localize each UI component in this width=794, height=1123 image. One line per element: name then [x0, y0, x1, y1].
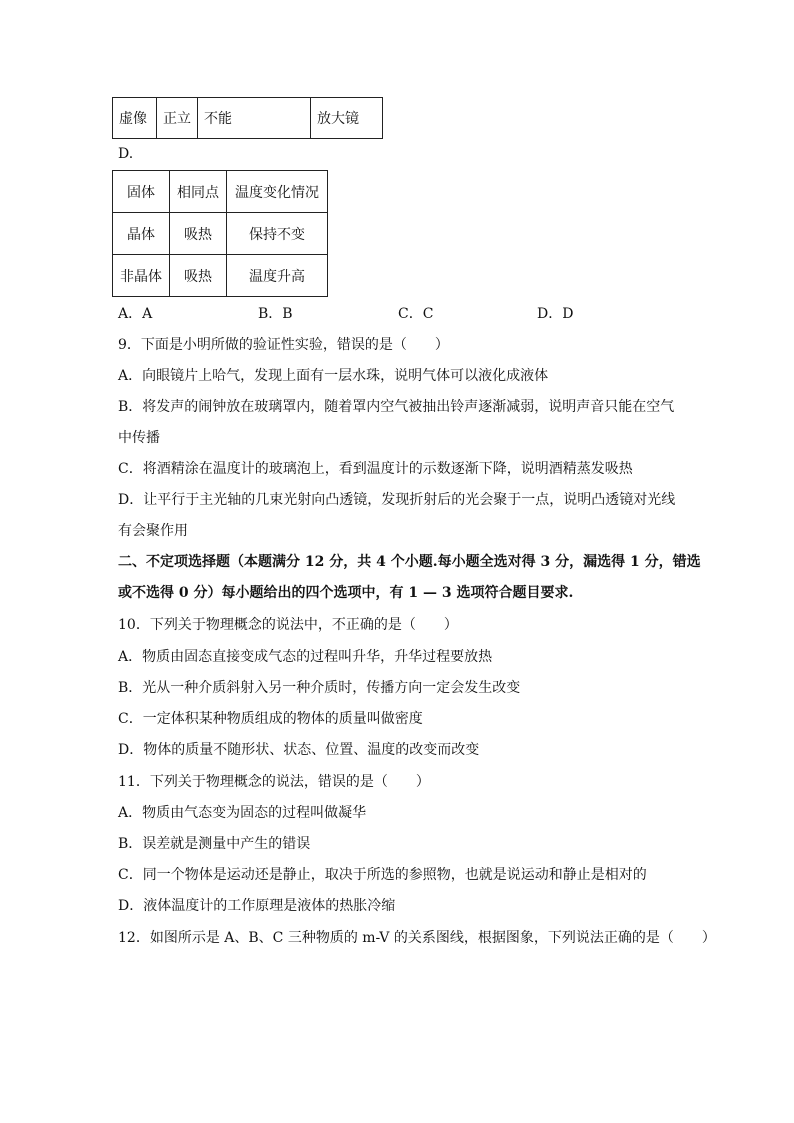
table-header: 温度变化情况: [227, 171, 328, 213]
choice-c: C．C: [398, 306, 434, 322]
q9-option-b: B．将发声的闹钟放在玻璃罩内，随着罩内空气被抽出铃声逐渐减弱，说明声音只能在空气: [118, 399, 675, 415]
table-header: 相同点: [170, 171, 227, 213]
section2-heading: 二、不定项选择题（本题满分 12 分，共 4 个小题.每小题全选对得 3 分，漏选得 1 分，错选: [118, 554, 701, 570]
table-row: [113, 213, 328, 255]
q10-option-d: D．物体的质量不随形状、状态、位置、温度的改变而改变: [118, 742, 480, 758]
table-row: [113, 255, 328, 297]
table-cell: 晶体: [113, 213, 170, 255]
table-cell: 温度升高: [227, 255, 328, 297]
table-header: 固体: [113, 171, 170, 213]
q10-option-c: C．一定体积某种物质组成的物体的质量叫做密度: [118, 711, 423, 727]
q9-stem: 9．下面是小明所做的验证性实验，错误的是（ ）: [118, 337, 449, 353]
q11-stem: 11．下列关于物理概念的说法，错误的是（ ）: [118, 774, 430, 790]
table-cell: 吸热: [170, 255, 227, 297]
table-cell: 保持不变: [227, 213, 328, 255]
table-row: [113, 98, 383, 139]
choice-d: D．D: [537, 306, 574, 322]
answer-table-c: [112, 97, 383, 139]
q11-option-a: A．物质由气态变为固态的过程叫做凝华: [118, 805, 367, 821]
q11-option-c: C．同一个物体是运动还是静止，取决于所选的参照物，也就是说运动和静止是相对的: [118, 867, 647, 883]
table-cell: 放大镜: [311, 98, 383, 139]
table-cell: 虚像: [113, 98, 157, 139]
q11-option-d: D．液体温度计的工作原理是液体的热胀冷缩: [118, 898, 396, 914]
q9-option-d-cont: 有会聚作用: [118, 523, 188, 539]
option-d-label: D.: [118, 146, 134, 162]
answer-table-d: [112, 170, 328, 297]
table-cell: 非晶体: [113, 255, 170, 297]
q10-option-a: A．物质由固态直接变成气态的过程叫升华，升华过程要放热: [118, 649, 493, 665]
table-cell: 不能: [198, 98, 311, 139]
q10-stem: 10．下列关于物理概念的说法中，不正确的是（ ）: [118, 617, 458, 633]
q9-option-b-cont: 中传播: [118, 430, 160, 446]
table-cell: 吸热: [170, 213, 227, 255]
q9-option-d: D．让平行于主光轴的几束光射向凸透镜，发现折射后的光会聚于一点，说明凸透镜对光线: [118, 492, 676, 508]
section2-heading-cont: 或不选得 0 分）每小题给出的四个选项中，有 1 — 3 选项符合题目要求.: [118, 585, 574, 601]
q10-option-b: B．光从一种介质斜射入另一种介质时，传播方向一定会发生改变: [118, 680, 521, 696]
q8-choices: [118, 304, 573, 324]
q12-stem: 12．如图所示是 A、B、C 三种物质的 m-V 的关系图线，根据图象，下列说法正确的是（ ）: [118, 930, 716, 946]
q9-option-a: A．向眼镜片上哈气，发现上面有一层水珠，说明气体可以液化成液体: [118, 368, 549, 384]
choice-a: A．A: [118, 306, 153, 322]
choice-b: B．B: [258, 306, 293, 322]
table-header-row: [113, 171, 328, 213]
q11-option-b: B．误差就是测量中产生的错误: [118, 836, 311, 852]
q9-option-c: C．将酒精涂在温度计的玻璃泡上，看到温度计的示数逐渐下降，说明酒精蒸发吸热: [118, 461, 633, 477]
table-cell: 正立: [157, 98, 198, 139]
